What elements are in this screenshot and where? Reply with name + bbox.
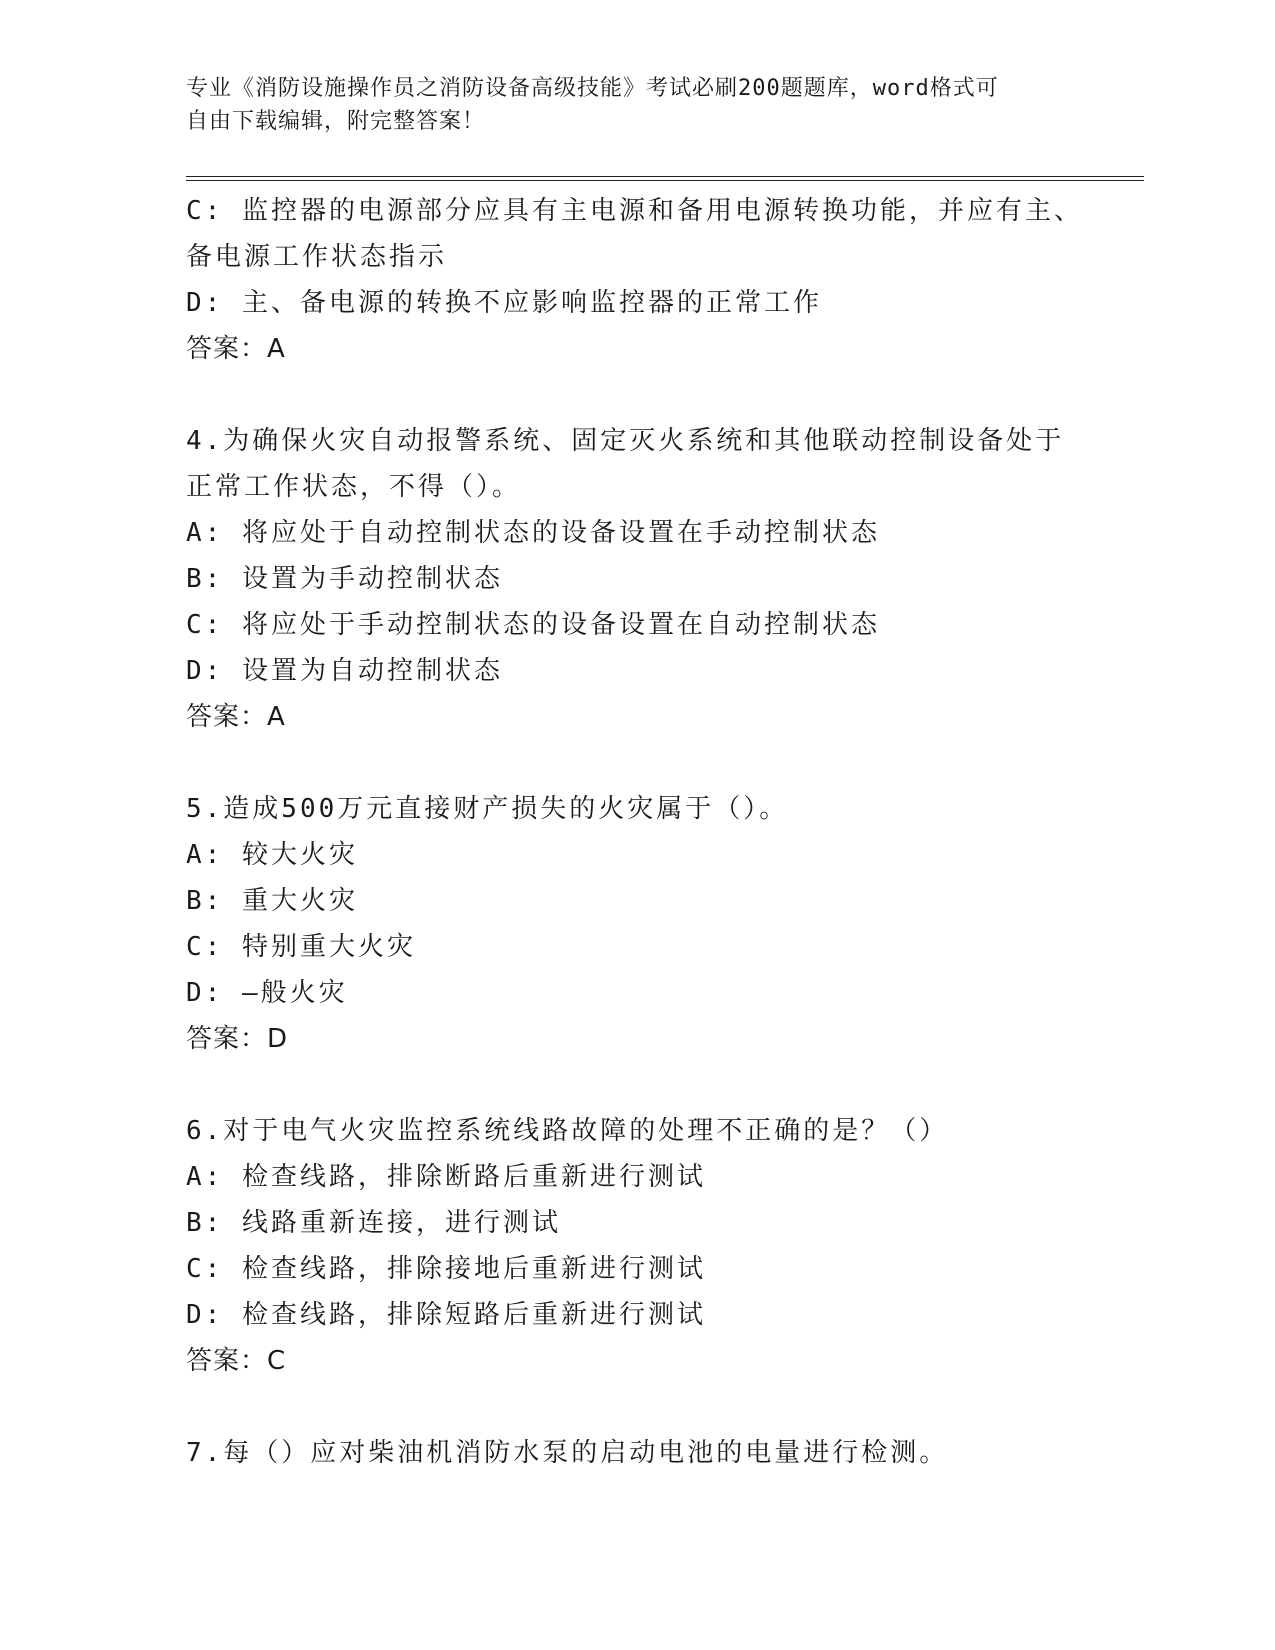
answer: 答案：D	[186, 1024, 289, 1054]
question-stem: 5.造成500万元直接财产损失的火灾属于（）。	[186, 794, 789, 824]
option-c-line2: 备电源工作状态指示	[186, 242, 448, 272]
answer: 答案：A	[186, 702, 286, 732]
answer: 答案：A	[186, 334, 286, 364]
option-d: D: —般火灾	[186, 978, 348, 1008]
question-list	[186, 188, 1086, 1476]
question-stem: 6.对于电气火灾监控系统线路故障的处理不正确的是？（）	[186, 1116, 949, 1146]
question-stem-line1: 4.为确保火灾自动报警系统、固定灭火系统和其他联动控制设备处于	[186, 426, 1065, 456]
option-c: C: 特别重大火灾	[186, 932, 416, 962]
option-d: D: 主、备电源的转换不应影响监控器的正常工作	[186, 288, 822, 318]
header-title-line2: 自由下载编辑，附完整答案！	[186, 109, 486, 134]
spacer	[186, 1384, 1086, 1430]
spacer	[186, 740, 1086, 786]
option-c-line1: C: 监控器的电源部分应具有主电源和备用电源转换功能，并应有主、	[186, 196, 1083, 226]
option-c: C: 检查线路，排除接地后重新进行测试	[186, 1254, 706, 1284]
spacer	[186, 372, 1086, 418]
option-b: B: 设置为手动控制状态	[186, 564, 503, 594]
option-a: A: 较大火灾	[186, 840, 358, 870]
question-stem-line2: 正常工作状态，不得（）。	[186, 472, 522, 502]
spacer	[186, 1062, 1086, 1108]
header-title-line1: 专业《消防设施操作员之消防设备高级技能》考试必刷200题题库，word格式可	[186, 76, 999, 101]
question-stem: 7.每（）应对柴油机消防水泵的启动电池的电量进行检测。	[186, 1438, 949, 1468]
question-7	[186, 1430, 1086, 1476]
question-4	[186, 418, 1086, 740]
option-c: C: 将应处于手动控制状态的设备设置在自动控制状态	[186, 610, 880, 640]
option-a: A: 检查线路，排除断路后重新进行测试	[186, 1162, 706, 1192]
header-divider	[186, 176, 1144, 181]
option-b: B: 线路重新连接，进行测试	[186, 1208, 561, 1238]
question-5	[186, 786, 1086, 1062]
answer: 答案：C	[186, 1346, 287, 1376]
question-3-tail	[186, 188, 1086, 372]
document-header	[186, 72, 1066, 138]
option-b: B: 重大火灾	[186, 886, 358, 916]
option-a: A: 将应处于自动控制状态的设备设置在手动控制状态	[186, 518, 880, 548]
option-d: D: 检查线路，排除短路后重新进行测试	[186, 1300, 706, 1330]
question-6	[186, 1108, 1086, 1384]
option-d: D: 设置为自动控制状态	[186, 656, 503, 686]
